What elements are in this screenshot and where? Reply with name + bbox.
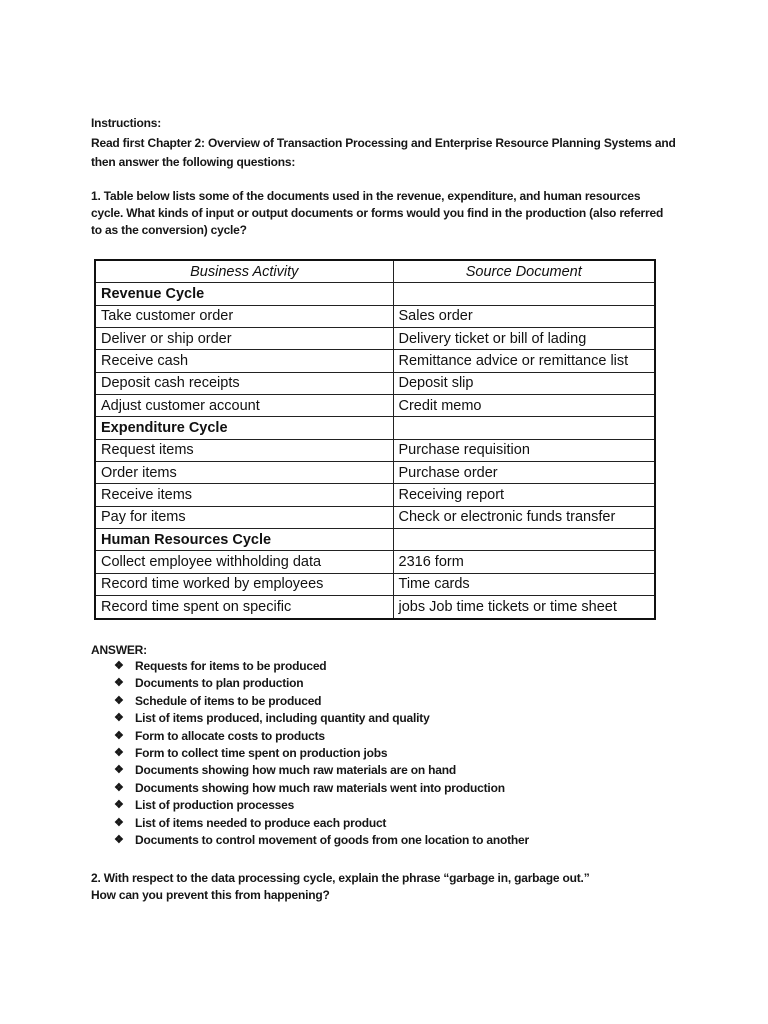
answer-list-item <box>114 693 529 710</box>
source-document-cell: Time cards <box>393 573 655 595</box>
table-row <box>95 573 655 595</box>
table-row <box>95 506 655 528</box>
answer-list-item <box>114 797 529 814</box>
section-title-cell: Human Resources Cycle <box>95 529 393 551</box>
table-row <box>95 462 655 484</box>
table-row <box>95 395 655 417</box>
business-activity-cell: Adjust customer account <box>95 395 393 417</box>
business-activity-cell: Order items <box>95 462 393 484</box>
source-document-cell: Remittance advice or remittance list <box>393 350 655 372</box>
table-header-row <box>95 260 655 283</box>
source-document-cell: Credit memo <box>393 395 655 417</box>
business-activity-cell: Collect employee withholding data <box>95 551 393 573</box>
table-section-row <box>95 417 655 439</box>
diamond-bullet-icon: ❖ <box>114 712 124 725</box>
diamond-bullet-icon: ❖ <box>114 677 124 690</box>
column-header-source-document: Source Document <box>393 260 655 283</box>
source-document-cell: Purchase order <box>393 462 655 484</box>
table-row <box>95 551 655 573</box>
answer-text: Documents showing how much raw materials are on hand <box>135 763 456 778</box>
answer-list-item <box>114 675 529 692</box>
section-title-cell: Expenditure Cycle <box>95 417 393 439</box>
table-row <box>95 305 655 327</box>
table-row <box>95 328 655 350</box>
answer-list-item <box>114 815 529 832</box>
business-activity-cell: Record time spent on specific <box>95 596 393 619</box>
business-activity-cell: Receive cash <box>95 350 393 372</box>
answer-text: List of production processes <box>135 798 295 813</box>
source-document-cell: Purchase requisition <box>393 439 655 461</box>
table-row <box>95 484 655 506</box>
answer-list-item <box>114 832 529 849</box>
business-activity-cell: Receive items <box>95 484 393 506</box>
source-document-cell <box>393 283 655 305</box>
business-activity-cell: Pay for items <box>95 506 393 528</box>
table-row <box>95 350 655 372</box>
diamond-bullet-icon: ❖ <box>114 816 124 829</box>
source-document-cell: Deposit slip <box>393 372 655 394</box>
diamond-bullet-icon: ❖ <box>114 781 124 794</box>
business-activity-cell: Take customer order <box>95 305 393 327</box>
source-document-cell <box>393 417 655 439</box>
answer-text: Schedule of items to be produced <box>135 693 322 708</box>
answer-list <box>114 658 529 849</box>
business-activity-cell: Record time worked by employees <box>95 573 393 595</box>
table-row <box>95 372 655 394</box>
diamond-bullet-icon: ❖ <box>114 747 124 760</box>
answer-text: Documents to control movement of goods from one location to another <box>135 833 529 848</box>
answer-heading: ANSWER: <box>91 643 147 657</box>
question-2-line-1: 2. With respect to the data processing cycle, explain the phrase “garbage in, garbage out.” <box>91 871 590 885</box>
section-title-cell: Revenue Cycle <box>95 283 393 305</box>
answer-list-item <box>114 745 529 762</box>
table-row <box>95 596 655 619</box>
source-document-cell: Check or electronic funds transfer <box>393 506 655 528</box>
answer-list-item <box>114 658 529 675</box>
table-row <box>95 439 655 461</box>
diamond-bullet-icon: ❖ <box>114 799 124 812</box>
table-section-row <box>95 283 655 305</box>
source-documents-table <box>94 259 656 620</box>
answer-text: List of items needed to produce each product <box>135 815 387 830</box>
source-document-cell: 2316 form <box>393 551 655 573</box>
source-document-cell: Delivery ticket or bill of lading <box>393 328 655 350</box>
business-activity-cell: Deposit cash receipts <box>95 372 393 394</box>
answer-list-item <box>114 728 529 745</box>
source-document-cell: Sales order <box>393 305 655 327</box>
column-header-business-activity: Business Activity <box>95 260 393 283</box>
intro-line-1: Read first Chapter 2: Overview of Transaction Processing and Enterprise Resource Planning Systems and <box>91 136 676 150</box>
diamond-bullet-icon: ❖ <box>114 729 124 742</box>
question-2-line-2: How can you prevent this from happening? <box>91 888 330 902</box>
answer-list-item <box>114 710 529 727</box>
answer-text: Documents to plan production <box>135 676 304 691</box>
source-document-cell: jobs Job time tickets or time sheet <box>393 596 655 619</box>
diamond-bullet-icon: ❖ <box>114 834 124 847</box>
answer-text: Form to collect time spent on production jobs <box>135 746 388 761</box>
business-activity-cell: Request items <box>95 439 393 461</box>
diamond-bullet-icon: ❖ <box>114 660 124 672</box>
table-section-row <box>95 529 655 551</box>
answer-text: Form to allocate costs to products <box>135 728 325 743</box>
table-body <box>95 283 655 619</box>
business-activity-cell: Deliver or ship order <box>95 328 393 350</box>
answer-text: Requests for items to be produced <box>135 659 327 673</box>
diamond-bullet-icon: ❖ <box>114 764 124 777</box>
diamond-bullet-icon: ❖ <box>114 694 124 707</box>
answer-list-item <box>114 780 529 797</box>
question-1-line-1: 1. Table below lists some of the documents used in the revenue, expenditure, and human resources <box>91 189 641 203</box>
answer-text: List of items produced, including quantity and quality <box>135 711 430 726</box>
source-document-cell: Receiving report <box>393 484 655 506</box>
instructions-heading: Instructions: <box>91 116 162 130</box>
question-1-line-3: to as the conversion) cycle? <box>91 223 247 237</box>
question-1-line-2: cycle. What kinds of input or output documents or forms would you find in the production (also referred <box>91 206 664 220</box>
answer-text: Documents showing how much raw materials went into production <box>135 780 505 795</box>
answer-list-item <box>114 762 529 779</box>
intro-line-2: then answer the following questions: <box>91 155 296 169</box>
source-document-cell <box>393 529 655 551</box>
